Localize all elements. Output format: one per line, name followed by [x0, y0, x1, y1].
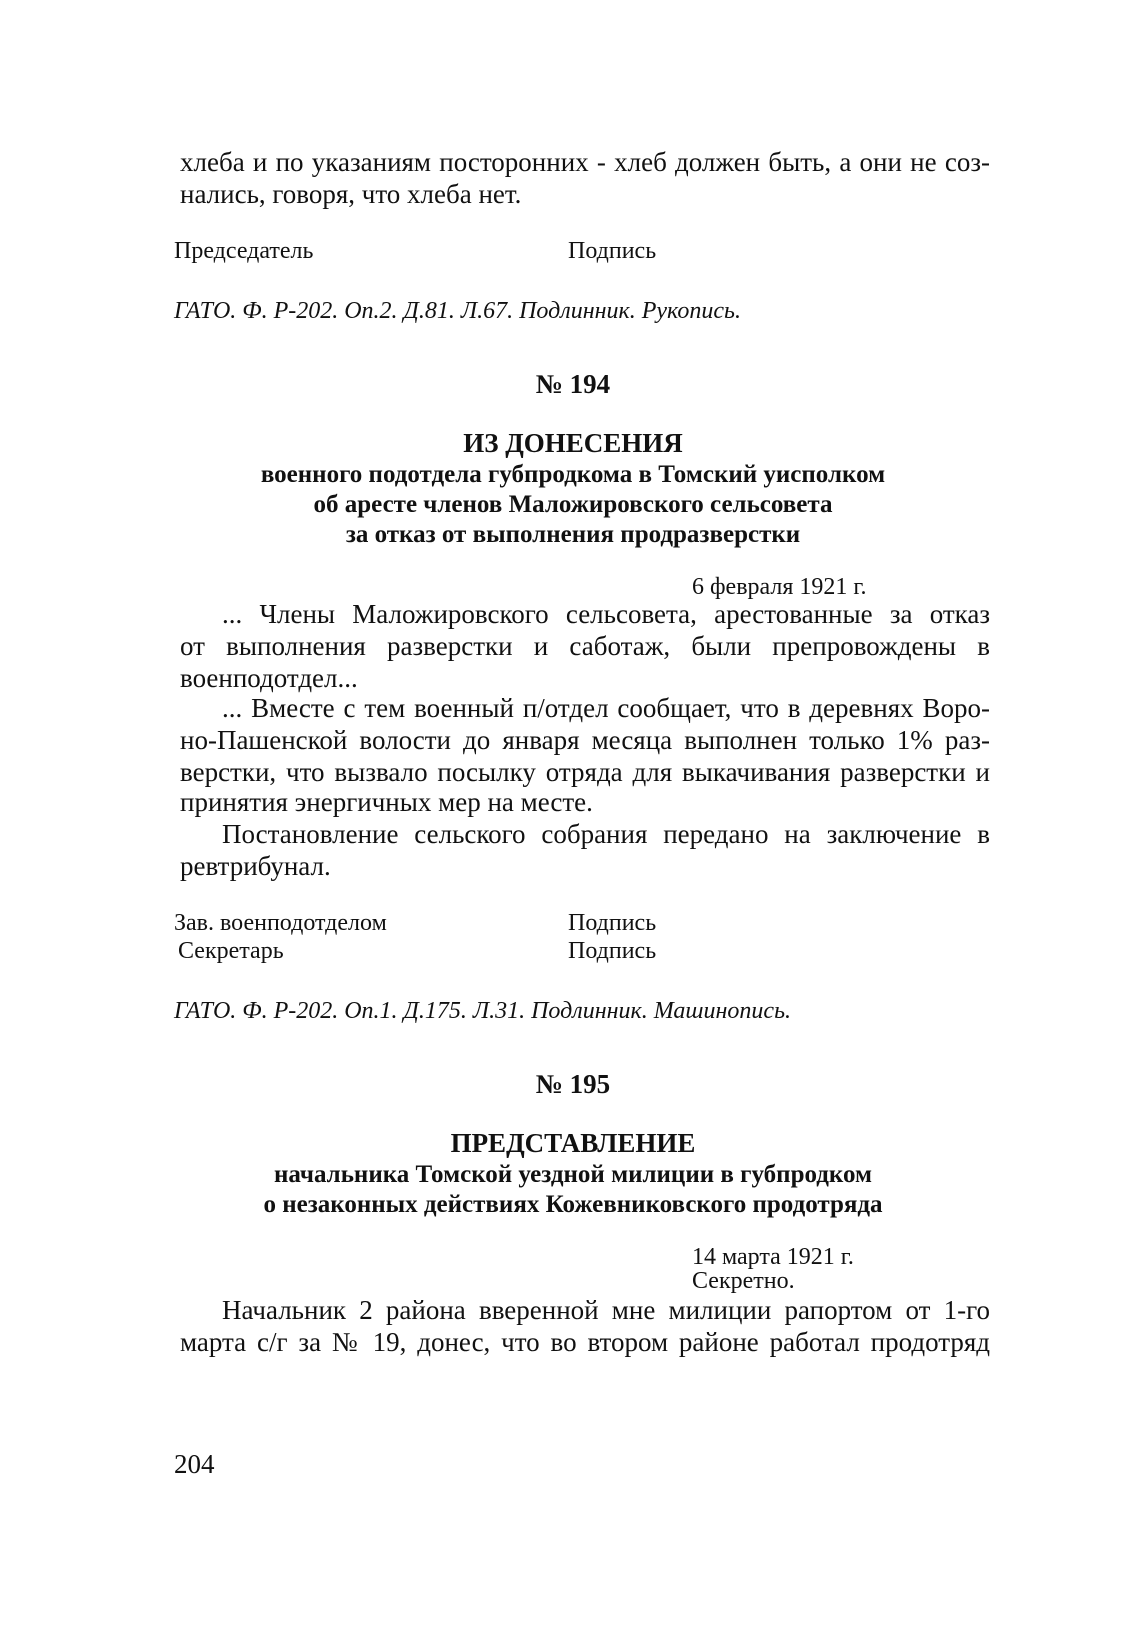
source-note-2: ГАТО. Ф. Р-202. Оп.1. Д.175. Л.31. Подлинник. Машинопись.: [174, 998, 791, 1024]
doc194-p3-line-1: Постановление сельского собрания передано на заключение в: [222, 819, 990, 849]
doc194-signature-sign-2: Подпись: [568, 938, 657, 964]
doc194-signature-sign-1: Подпись: [568, 910, 657, 936]
doc194-subtitle-3: за отказ от выполнения продразверстки: [345, 521, 801, 548]
doc195-secrecy: Секретно.: [692, 1268, 795, 1294]
doc195-subtitle-1: начальника Томской уездной милиции в губпродком: [273, 1161, 873, 1188]
doc194-p2-line-4: принятия энергичных мер на месте.: [180, 787, 593, 817]
doc194-p3-line-2: ревтрибунал.: [180, 851, 331, 881]
doc195-date: 14 марта 1921 г.: [692, 1244, 854, 1270]
doc194-number: № 194: [535, 369, 611, 399]
chairman-role: Председатель: [174, 238, 314, 264]
chairman-signature: Подпись: [568, 238, 657, 264]
doc194-p2-line-2: но-Пашенской волости до января месяца выполнен только 1% раз-: [180, 725, 990, 755]
doc195-p1-line-1: Начальник 2 района вверенной мне милиции рапортом от 1-го: [222, 1295, 990, 1325]
doc194-p2-line-1: ... Вместе с тем военный п/отдел сообщает, что в деревнях Воро-: [222, 693, 990, 723]
doc194-p1-line-2: от выполнения разверстки и саботаж, были препровождены в: [180, 631, 990, 661]
page-number: 204: [174, 1449, 215, 1479]
doc194-date: 6 февраля 1921 г.: [692, 574, 867, 600]
doc194-title: ИЗ ДОНЕСЕНИЯ: [463, 428, 683, 458]
intro-line-1: хлеба и по указаниям посторонних - хлеб должен быть, а они не соз-: [180, 147, 990, 177]
doc194-subtitle-2: об аресте членов Маложировского сельсовета: [313, 491, 833, 518]
source-note-1: ГАТО. Ф. Р-202. Оп.2. Д.81. Л.67. Подлинник. Рукопись.: [174, 298, 741, 324]
doc194-p1-line-1: ... Члены Маложировского сельсовета, арестованные за отказ: [222, 599, 990, 629]
doc194-signature-role-1: Зав. военподотделом: [174, 910, 387, 936]
doc194-p2-line-3: верстки, что вызвало посылку отряда для выкачивания разверстки и: [180, 757, 990, 787]
doc194-signature-role-2: Секретарь: [178, 938, 284, 964]
doc194-p1-line-3: военподотдел...: [180, 663, 358, 693]
doc195-subtitle-2: о незаконных действиях Кожевниковского продотряда: [263, 1191, 883, 1218]
doc195-number: № 195: [535, 1069, 611, 1099]
doc195-p1-line-2: марта с/г за № 19, донес, что во втором районе работал продотряд: [180, 1327, 990, 1357]
doc195-title: ПРЕДСТАВЛЕНИЕ: [450, 1128, 696, 1158]
intro-line-2: нались, говоря, что хлеба нет.: [180, 179, 522, 209]
doc194-subtitle-1: военного подотдела губпродкома в Томский уисполком: [260, 461, 886, 488]
